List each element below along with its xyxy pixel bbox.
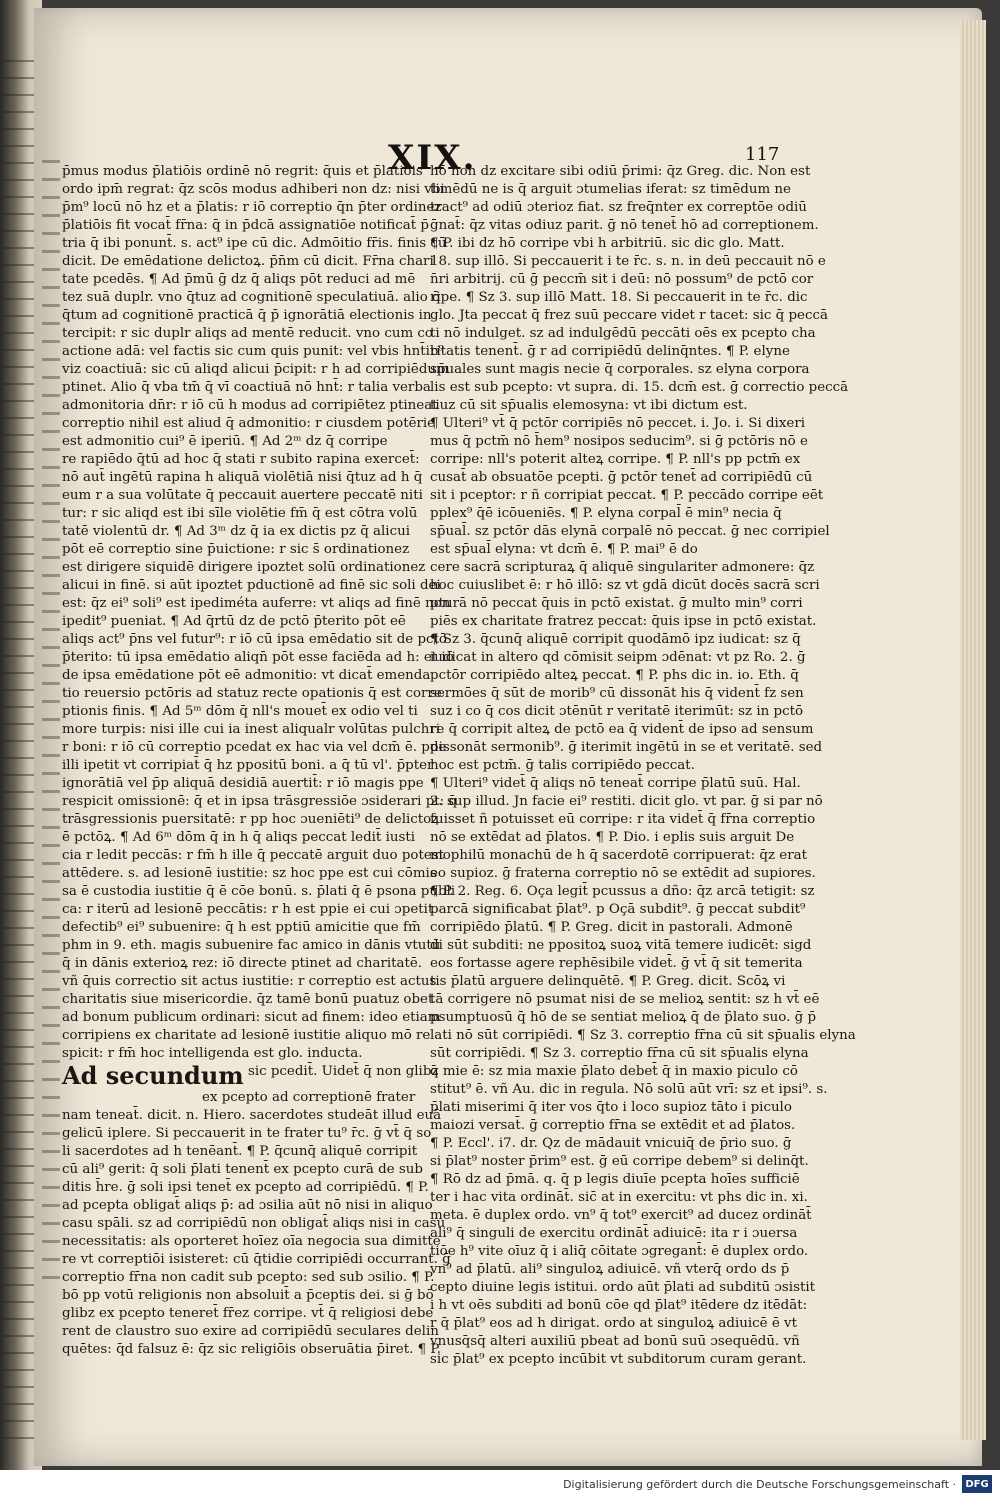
text-line: phm in 9. eth. magis subuenire fac amico in dānis vtutū [62,938,441,953]
text-line: p̄lati miserimi q̄ iter vos q̄to i loco supioz tāto i piculo [430,1100,792,1115]
text-line: q̄tum ad cognitionē practicā q̄ p̄ ignorātiā electionis in [62,308,432,323]
text-line: stitut⁹ ē. vñ Au. dic in regula. Nō solū aūt vrī: sz et ipsi⁹. s. [430,1082,828,1097]
text-line: tate pcedēs. ¶ Ad p̄mū ḡ dz q̄ aliqs pōt reduci ad mē [62,272,416,287]
text-line: ptinet. Alio q̄ vba tm̄ q̄ vī coactiuā nō hnt̄: r talia verba [62,380,431,395]
text-line: cia r ledit peccās: r fm̄ h ille q̄ peccatē arguit duo potest [62,848,445,863]
text-line: pōt eē correptio sine p̄uictione: r sic s̄ ordinationez [62,542,410,557]
text-line: re rapiēdo q̄tū ad hoc q̄ stati r subito rapina exercet̄: [62,452,420,467]
text-line: n̄ri arbitrij. cū ḡ peccm̄ sit i deū: nō possum⁹ de pctō cor [430,272,814,287]
heading-continuation: sic pcedit̄. Uidet̄ q̄ non glibz [243,1064,439,1079]
text-line: ipedit⁹ pueniat. ¶ Ad q̄rtū dz de pctō p̄terito pōt eē [62,614,406,629]
text-line: maiozi versat̄. ḡ correptio fr̄na se extēdit et ad p̄latos. [430,1118,796,1133]
text-line: sp̄ual̄. sz pctōr dās elynā corpalē nō peccat. ḡ nec corripiel [430,524,830,539]
text-line: psumptuosū q̄ hō de se sentiat melioꝝ q̄ de p̄lato suo. ḡ p̄ [430,1010,817,1025]
text-line: li sacerdotes ad h tenēant̄. ¶ P. q̄cunq̄ aliquē corripit [62,1144,418,1159]
text-line: hoc est pctm̄. ḡ talis corripiēdo peccat. [430,758,695,773]
right-page-edge [960,20,986,1440]
text-line: eos fortasse agere rephēsibile videt̄. ḡ vt̄ q̄ sit temerita [430,956,803,971]
text-line: tis p̄latū arguere delinquētē. ¶ P. Greg. dicit. Scōꝝ vi [430,974,786,989]
text-line: tio reuersio pctōris ad statuz recte opationis q̄ est corre [62,686,442,701]
text-line: re q̄ corripit alteꝝ de pctō ea q̄ vident̄ de ipso ad sensum [430,722,814,737]
text-line: gelicū iplere. Si peccauerit in te frater tu⁹ r̄c. ḡ vt̄ q̄ so [62,1126,432,1141]
text-line: glo. Jta peccat q̄ frez suū peccare videt r tacet: sic q̄ peccā [430,308,828,323]
left-page-text-bleed [2,60,38,1440]
gutter-bleed-through [42,160,60,1280]
text-line: re vt correptiōi isisteret: cū q̄tidie corripiēdi occurrant. ḡ [62,1252,451,1267]
text-line: ali⁹ q̄ singuli de exercitu ordināt̄ adiuicē: ita r i ɔuersa [430,1226,798,1241]
text-line: sic p̄lat⁹ ex pcepto incūbit vt subditorum curam gerant. [430,1352,807,1367]
text-line: de ipsa emēdatione pōt eē admonitio: vt dicat̄ emenda [62,668,431,683]
digitization-credit: Digitalisierung gefördert durch die Deutsche Forschungsgemeinschaft · [563,1478,956,1491]
folio-number: 117 [745,144,780,165]
text-line: lati nō sūt corripiēdi. ¶ Sz 3. correptio fr̄na cū sit sp̄ualis elyna [430,1028,856,1043]
text-line: ē pctōꝝ. ¶ Ad 6ᵐ dōm q̄ in h q̄ aliqs peccat ledit̄ iusti [62,830,416,845]
text-line: timēdū ne is q̄ arguit ɔtumelias iferat: sz timēdum ne [430,182,791,197]
text-line: ditis h̄re. ḡ soli ipsi tenet̄ ex pcepto ad corripiēdū. ¶ P. [62,1180,429,1195]
text-line: tiuz cū sit sp̄ualis elemosyna: vt ibi dictum est. [430,398,748,413]
text-line: q̄ mie ē: sz mia maxie p̄lato debet̄ q̄ in maxio piculo cō [430,1064,798,1079]
text-line: est: q̄z ei⁹ soli⁹ est ipediméta auferre: vt aliqs ad finē non [62,596,451,611]
text-line: tiōe h⁹ vite oīuz q̄ i aliq̄ cōitate ɔgregant̄: ē duplex ordo. [430,1244,809,1259]
text-line: dissonāt sermonib⁹. ḡ iterimit ingētū in se et veritatē. sed [430,740,823,755]
text-line: ca: r iterū ad lesionē peccātis: r h est ppie ei cui ɔpetit [62,902,434,917]
text-line: vñ q̄uis correctio sit actus iustitie: r correptio est actus [62,974,437,989]
text-line: correptio fr̄na non cadit sub pcepto: sed sub ɔsilio. ¶ P. [62,1270,435,1285]
text-line: cepto diuine legis istitui. ordo aūt p̄lati ad subditū ɔsistit [430,1280,815,1295]
text-line: cusat̄ ab obsuatōe pcepti. ḡ pctōr tenet̄ ad corripiēdū cū [430,470,813,485]
text-line: corripe: nll's poterit alteꝝ corripe. ¶ P. nll's pp pctm̄ ex [430,452,801,467]
text-line: ¶ Ulteri⁹ vt̄ q̄ pctōr corripiēs nō peccet. i. Jo. i. Si dixeri [430,416,805,431]
text-line: p̄terito: tū ipsa emēdatio aliqn̄ pōt esse faciēda ad h: et iō [62,650,454,665]
text-line: nō se extēdat ad p̄latos. ¶ P. Dio. i eplis suis arguit De [430,830,795,845]
text-line: bō pp votū religionis non absoluit̄ a p̄ceptis dei. si ḡ bō [62,1288,434,1303]
text-line: sit i pceptor: r ñ corripiat peccat. ¶ P. peccādo corripe eēt [430,488,824,503]
text-line: nō aut̄ ingētū rapina h aliquā violētiā nisi q̄tuz ad h q̄ [62,470,423,485]
text-line: vn⁹ ad p̄latū. ali⁹ singuloꝝ adiuicē. vñ vterq̄ ordo ds p̄ [430,1262,790,1277]
text-line: parcā significabat p̄lat⁹. p Oçā subdit⁹. ḡ peccat subdit⁹ [430,902,806,917]
text-line: ¶ P. Eccl'. i7. dr. Qz de mādauit vnicuiq̄ de p̄rio suo. ḡ [430,1136,792,1151]
text-line: admonitoria dn̄r: r iō cū h modus ad corripiētez ptineat [62,398,438,413]
text-line: tez suā duplr. vno q̄tuz ad cognitionē speculatiuā. alio q̄ [62,290,441,305]
text-line: ¶ P. 2. Reg. 6. Oça legit̄ pcussus a dño: q̄z arcā tetigit: sz [430,884,815,899]
text-line: hō non dz excitare sibi odiū p̄rimi: q̄z Greg. dic. Non est [430,164,811,179]
text-line: defectib⁹ ei⁹ subuenire: q̄ h est pptiū amicitie que fm̄ [62,920,421,935]
text-line: ¶ P. ibi dz hō corripe vbi h arbitriū. sic dic glo. Matt. [430,236,785,251]
text-line: ¶ Ulteri⁹ videt̄ q̄ aliqs nō teneat̄ corripe p̄latū suū. Hal. [430,776,801,791]
text-line: tur: r sic aliqd est ibi sīle violētie fm̄ q̄ est cōtra volū [62,506,418,521]
left-text-column [62,163,458,1359]
text-line: ptionis finis. ¶ Ad 5ᵐ dōm q̄ nll's mouet̄ ex odio vel ti [62,704,418,719]
chapter-numeral: XIX. [388,138,477,178]
text-line: eo supioz. ḡ fraterna correptio nō se extēdit ad supiores. [430,866,816,881]
text-line: sa ē custodia iustitie q̄ ē cōe bonū. s. p̄lati q̄ ē psona publi [62,884,456,899]
text-line: quētes: q̄d falsuz ē: q̄z sic religiōis obseruātia p̄iret. ¶ P. [62,1342,441,1357]
text-line: meta. ē duplex ordo. vn⁹ q̄ tot⁹ exercit⁹ ad ducez ordināt̄ [430,1208,812,1223]
text-line: tract⁹ ad odiū ɔterioz fiat. sz freq̄nter ex correptōe odiū [430,200,807,215]
text-line: attēdere. s. ad lesionē iustitie: sz hoc ppe est cui cōmis [62,866,437,881]
text-line: illi ipetit vt corripiat̄ q̄ hz ppositū boni. a q̄ tū vl'. p̄pter [62,758,434,773]
text-line: si p̄lat⁹ noster p̄rim⁹ est. ḡ eū corripe debem⁹ si delinq̄t. [430,1154,809,1169]
text-line: fuisset ñ potuisset eū corripe: r ita videt̄ q̄ fr̄na correptio [430,812,816,827]
text-line: est dirigere siquidē dirigere ipoztet solū ordinationez [62,560,426,575]
text-line: mophilū monachū de h q̄ sacerdotē corripuerat: q̄z erat [430,848,807,863]
text-line: trāsgressionis puersitatē: r pp hoc ɔueniēti⁹ de delictoꝝ [62,812,439,827]
text-line: charitatis siue misericordie. q̄z tamē bonū puatuz obet [62,992,434,1007]
text-line: necessitatis: als oporteret hoīez oīa negocia sua dimitte [62,1234,441,1249]
text-line: p̄m⁹ locū nō hz et a p̄latis: r iō correptio q̄n p̄ter ordinez [62,200,442,215]
text-line: i h vt oēs subditi ad bonū cōe qd p̄lat⁹ itēdere dz itēdāt: [430,1298,808,1313]
text-line: vnusq̄sq̄ alteri auxiliū pbeat ad bonū suū ɔsequēdū. vñ [430,1334,800,1349]
text-line: rent de claustro suo exire ad corripiēdū seculares delin [62,1324,439,1339]
text-line: correptio nihil est aliud q̄ admonitio: r ciusdem potērie [62,416,436,431]
text-line: tria q̄ ibi ponunt̄. s. act⁹ ipe cū dic. Admōitio fr̄is. finis cū [62,236,447,251]
text-line: ter i hac vita ordināt̄. sic̄ at in exercitu: vt phs dic in. xi. [430,1190,808,1205]
text-line: 18. sup illō. Si peccauerit i te r̄c. s. n. in deū peccauit nō e [430,254,826,269]
text-line: ¶ Rō dz ad p̄mā. q. q̄ p legis diuīe pcepta hoīes sufficiē [430,1172,800,1187]
text-line: aliqs act⁹ p̄ns vel futur⁹: r iō cū ipsa emēdatio sit de pctō [62,632,447,647]
text-line: sermōes q̄ sūt de morib⁹ cū dissonāt his q̄ vident̄ fz sen [430,686,804,701]
heading-continuation: ex pcepto ad correptionē frater [202,1090,416,1105]
text-line: suz i co q̄ cos dicit ɔtēnūt r veritatē iterimūt: sz in pctō [430,704,804,719]
text-line: tatē violentū dr. ¶ Ad 3ᵐ dz q̄ ia ex dictis pz q̄ alicui [62,524,410,539]
text-line: glibz ex pcepto teneret̄ fr̄ez corripe. vt̄ q̄ religiosi debe [62,1306,434,1321]
text-line: iudicat in altero qd cōmisit seipm ɔdēnat: vt pz Ro. 2. ḡ [430,650,806,665]
text-line: ḡnat̄: q̄z vitas odiuz parit. ḡ nō tenet̄ hō ad correptionem. [430,218,819,233]
text-line: dicit. De emēdatione delictoꝝ. p̄n̄m cū dicit. Fr̄na chari [62,254,434,269]
text-line: ti nō indulget. sz ad indulgēdū peccāti oēs ex pcepto cha [430,326,816,341]
right-text-column [430,163,856,1369]
text-line: lis est sub pcepto: vt supra. di. 15. dcm̄ est. ḡ correctio peccā [430,380,849,395]
text-line: more turpis: nisi ille cui ia inest aliqualr volūtas pulchri [62,722,441,737]
text-line: hoc cuiuslibet ē: r hō illō: sz vt gdā dicūt docēs sacrā scri [430,578,820,593]
text-line: nam teneat̄. dicit. n. Hiero. sacerdotes studeāt illud euā [62,1108,442,1123]
text-line: tercipit: r sic duplr aliqs ad mentē reducit. vno cum co [62,326,433,341]
text-line: cere sacrā scripturaꝝ q̄ aliquē singulariter admonere: q̄z [430,560,815,575]
text-line: p̄latiōis fit vocat̄ fr̄na: q̄ in p̄dcā assignatiōe notificat̄ p̄ [62,218,429,233]
text-line: ad bonum publicum ordinari: sicut ad finem: ideo etiam [62,1010,441,1025]
text-line: ignorātiā vel p̄p aliquā desidiā auertit̄: r iō magis ppe [62,776,424,791]
text-line: spicit: r fm̄ hoc intelligenda est glo. inducta. [62,1046,363,1061]
text-line: ritatis tenent̄. ḡ r ad corripiēdū delinq̄ntes. ¶ P. elyne [430,344,790,359]
text-line: est sp̄ual̄ elyna: vt dcm̄ ē. ¶ P. mai⁹ ē do [430,542,698,557]
text-line: di sūt subditi: ne ppositoꝝ suoꝝ vitā temere iudicēt: sigd [430,938,812,953]
text-line: sūt corripiēdi. ¶ Sz 3. correptio fr̄na cū sit sp̄ualis elyna [430,1046,809,1061]
text-line: pplex⁹ q̄ē icōueniēs. ¶ P. elyna corpal̄ ē min⁹ necia q̄ [430,506,782,521]
text-line: tā corrigere nō psumat nisi de se melioꝝ sentit: sz h vt̄ eē [430,992,820,1007]
text-line: 2. sup illud. Jn facie ei⁹ restiti. dicit glo. vt par. ḡ si par nō [430,794,823,809]
text-line: corripiēdo p̄latū. ¶ P. Greg. dicit in pastorali. Admonē [430,920,793,935]
text-line: r q̄ p̄lat⁹ eos ad h dirigat. ordo at singuloꝝ adiuicē ē vt [430,1316,797,1331]
text-line: est admonitio cui⁹ ē iperiū. ¶ Ad 2ᵐ dz q̄ corripe [62,434,388,449]
text-line: cū ali⁹ gerit: q̄ soli p̄lati tenent̄ ex pcepto curā de sub [62,1162,423,1177]
text-line: piēs ex charitate fratrez peccat: q̄uis ipse in pctō existat. [430,614,817,629]
section-heading-line [62,1061,439,1090]
text-line: eum r a sua volūtate q̄ peccauit auertere peccatē niti [62,488,423,503]
text-line: ¶ Sz 3. q̄cunq̄ aliquē corripit quodāmō ipz iudicat: sz q̄ [430,632,801,647]
text-line: respicit omissionē: q̄ et in ipsa trāsgressiōe ɔsiderari pt: q̄ [62,794,458,809]
text-line: pturā nō peccat q̄uis in pctō existat. ḡ multo min⁹ corri [430,596,803,611]
text-line: ad pcepta obligat̄ aliqs p̄: ad ɔsilia aūt nō nisi in aliquo [62,1198,433,1213]
text-line: p̄mus modus p̄latiōis ordinē nō regrit: q̄uis et p̄latiōis [62,164,423,179]
dfg-logo: DFG [962,1475,992,1493]
text-line: sp̄uales sunt magis necie q̄ corporales. sz elyna corpora [430,362,810,377]
section-heading: Ad secundum [62,1061,244,1090]
text-line: ordo ipm̄ regrat: q̄z scōs modus adhiberi non dz: nisi vbi [62,182,445,197]
text-line: ripe. ¶ Sz 3. sup illō Matt. 18. Si peccauerit in te r̄c. dic [430,290,808,305]
text-line: pctōr corripiēdo alteꝝ peccat. ¶ P. phs dic in. io. Eth. q̄ [430,668,799,683]
text-line: casu spāli. sz ad corripiēdū non obligat̄ aliqs nisi in casu [62,1216,446,1231]
text-line: q̄ in dānis exterioꝝ rez: iō directe ptinet ad charitatē. [62,956,423,971]
text-line: corripiens ex charitate ad lesionē iustitie aliquo mō re [62,1028,431,1043]
text-line: actione adā: vel factis sic cum quis punit: vel vbis hnt̄ib⁹ [62,344,444,359]
text-line: viz coactiuā: sic cū aliqd alicui p̄cipit: r h ad corripiēdum [62,362,449,377]
text-line: r boni: r iō cū correptio pcedat ex hac via vel dcm̄ ē. ppe [62,740,447,755]
text-line: mus q̄ pctm̄ nō h̄em⁹ nosipos seducim⁹. si ḡ pctōris nō e [430,434,808,449]
text-line: alicui in finē. si aūt ipoztet pductionē ad finē sic soli dei [62,578,441,593]
